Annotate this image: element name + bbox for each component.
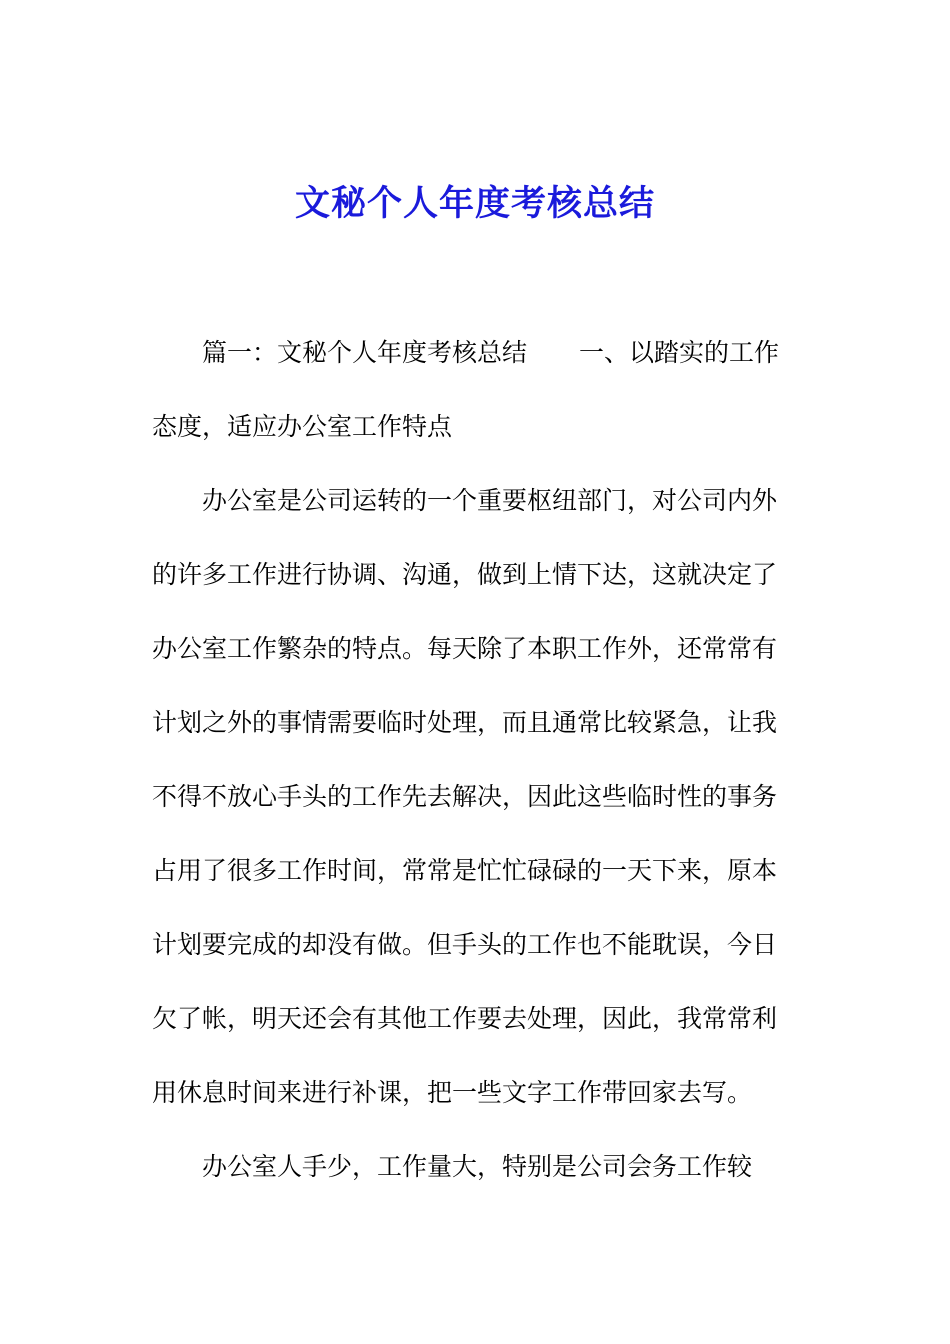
subsection-heading: 一、以踏实的工作 (579, 338, 780, 367)
paragraph-line (152, 316, 792, 390)
paragraph-line: 不得不放心手头的工作先去解决，因此这些临时性的事务 (152, 782, 778, 811)
paragraph-line: 用休息时间来进行补课，把一些文字工作带回家去写。 (152, 1078, 753, 1107)
document-body (152, 316, 792, 1204)
paragraph-line: 态度，适应办公室工作特点 (152, 412, 453, 441)
paragraph-line: 办公室是公司运转的一个重要枢纽部门，对公司内外 (202, 486, 778, 515)
document-title: 文秘个人年度考核总结 (294, 183, 655, 224)
paragraph-line: 计划要完成的却没有做。但手头的工作也不能耽误，今日 (152, 930, 778, 959)
paragraph-line: 办公室人手少，工作量大，特别是公司会务工作较 (202, 1152, 753, 1181)
paragraph-line: 欠了帐，明天还会有其他工作要去处理，因此，我常常利 (152, 1004, 778, 1033)
paragraph-line: 占用了很多工作时间，常常是忙忙碌碌的一天下来，原本 (152, 856, 778, 885)
section-heading: 篇一：文秘个人年度考核总结 (202, 338, 528, 367)
paragraph-line: 办公室工作繁杂的特点。每天除了本职工作外，还常常有 (152, 634, 778, 663)
paragraph-line: 的许多工作进行协调、沟通，做到上情下达，这就决定了 (152, 560, 778, 589)
paragraph-line: 计划之外的事情需要临时处理，而且通常比较紧急，让我 (152, 708, 778, 737)
